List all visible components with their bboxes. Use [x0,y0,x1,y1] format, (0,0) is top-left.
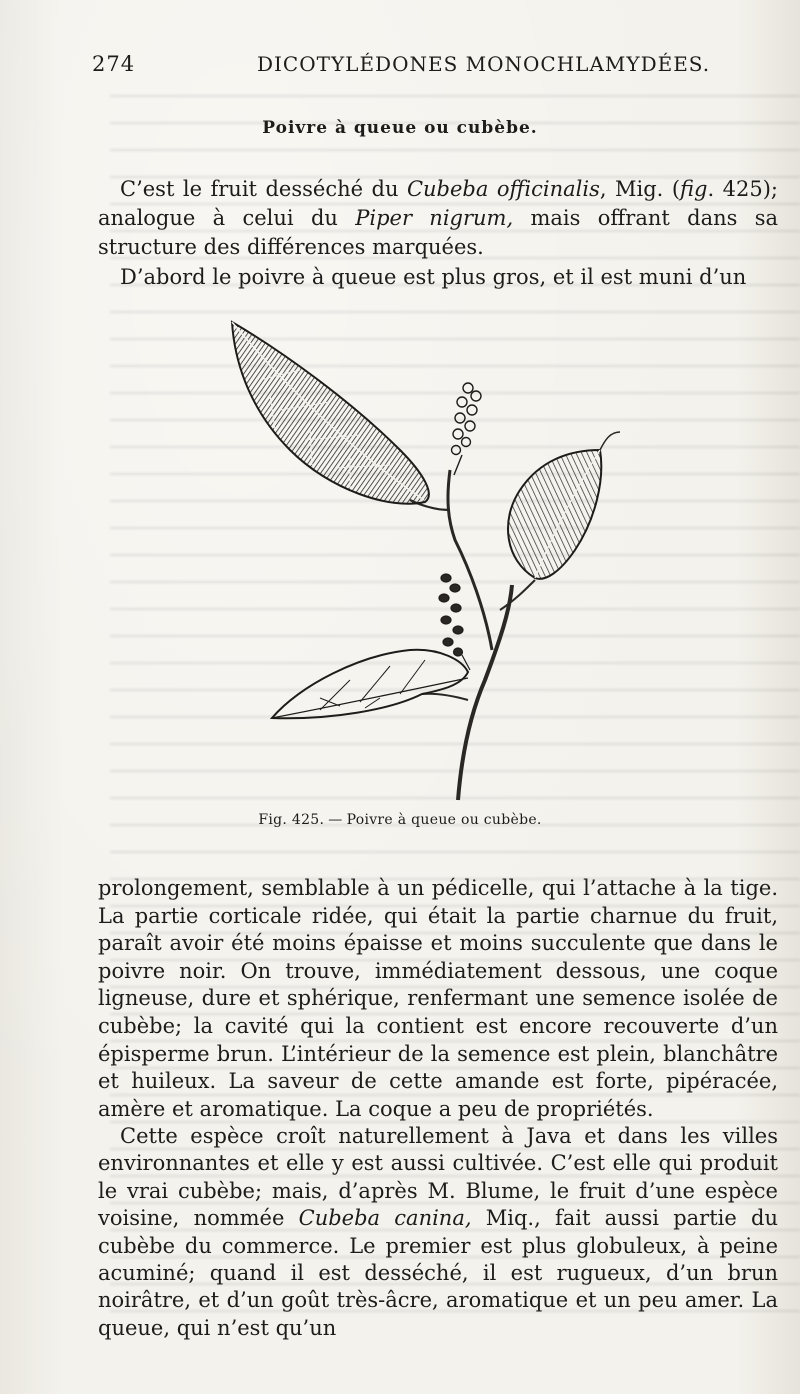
paragraph-3: prolongement, semblable à un pédicelle, qui l’attache à la tige. La partie corticale ridée, qui était la partie charnue du fruit, paraît avoir été moins épaisse et moins succulente que dans le poivre noir. On trouve, immédiatement dessous, une coque ligneuse, dure et sphérique, renfermant une semence isolée de cubèbe; la cavité qui la contient est encore recouverte d’un épisperme brun. L’intérieur de la semence est plein, blanchâtre et huileux. La saveur de cette amande est forte, pipéracée, amère et aromatique. La coque a peu de propriétés. [98,876,778,1121]
p1-species-name: Cubeba officinalis [406,177,600,201]
flower-spike-lower [439,574,470,670]
p4-text-a: Cette espèce croît naturellement à Java et dans les villes environnantes et elle y est aussi cultivée. C’est elle qui produit le vrai cubèbe; mais, d’après M. Blume, le fruit d’une espèce voisine, nommée [98,1124,778,1231]
p1-text-e: . 425); analogue à celui du [98,177,778,230]
leaf-right [508,450,601,579]
cubeb-plant-engraving [200,310,640,810]
p1-text-c: , Mig. ( [599,177,681,201]
section-title: Poivre à queue ou cubèbe. [262,118,538,138]
leaf-lower-midrib [272,678,468,718]
p1-fig-abbrev: fig [680,177,708,201]
botanical-illustration [200,310,640,810]
p1-text-g: mais offrant dans sa structure des différences marquées. [98,206,778,259]
caption-text: Poivre à queue ou cubèbe. [346,812,542,828]
running-title: DICOTYLÉDONES MONOCHLAMYDÉES. [257,52,711,76]
stem-branch-upper [448,470,492,650]
paragraph-1 [98,175,778,262]
figure-caption [0,812,800,828]
stem-to-lower-leaf [422,694,468,700]
stem-to-right-leaf [500,580,535,610]
p4-species-name: Cubeba canina, [298,1206,472,1231]
paragraph-4 [98,1123,778,1342]
leaf-right-tip [600,432,620,450]
flower-spike-upper [452,383,482,475]
figure-label: Fig. 425. [258,812,325,828]
paragraph-2: D’abord le poivre à queue est plus gros, et il est muni d’un [120,265,747,289]
p1-text-a: C’est le fruit desséché du [120,177,407,201]
page-header [92,52,772,84]
page-number: 274 [92,52,136,76]
leaf-upper-left [232,322,429,504]
p4-text-c: Miq., fait aussi partie du cubèbe du commerce. Le premier est plus globuleux, à peine acuminé; quand il est desséché, il est rugueux, d’un brun noirâtre, et d’un goût très-âcre, aromatique et un peu amer. La queue, qui n’est qu’un [98,1206,778,1340]
caption-dash: — [328,812,343,828]
p1-piper-name: Piper nigrum, [355,206,514,230]
